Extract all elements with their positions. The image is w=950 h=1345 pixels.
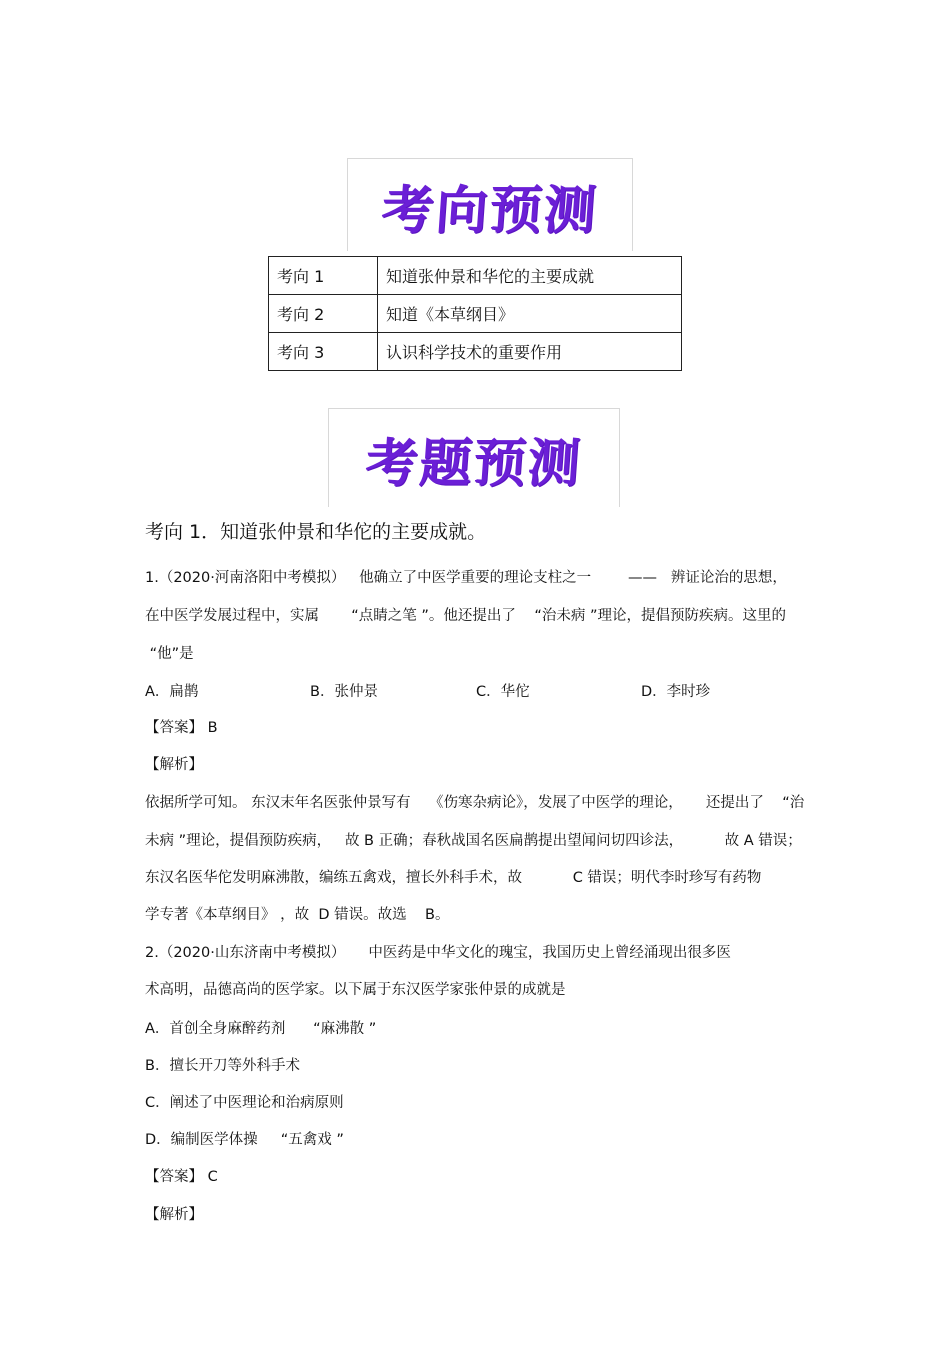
table-cell-label: 考向 2 (269, 295, 378, 333)
kaoti-yuce-banner (328, 408, 620, 507)
q1-stem-line-3: “他”是 (145, 646, 194, 662)
table-row (269, 257, 682, 295)
q1-option-c: C．华佗 (476, 684, 530, 700)
q1-analysis-line-1: 依据所学可知。 东汉末年名医张仲景写有 《伤寒杂病论》，发展了中医学的理论， 还提出了 “治 (145, 795, 805, 811)
exam-direction-table (268, 256, 682, 371)
q1-option-a: A．扁鹊 (145, 684, 199, 700)
kaoxiang-yuce-banner (347, 158, 633, 251)
q2-option-b: B．擅长开刀等外科手术 (145, 1058, 300, 1074)
q2-option-a: A．首创全身麻醉药剂 “麻沸散 ” (145, 1021, 377, 1037)
q1-answer: 【答案】 B (145, 720, 218, 736)
section-title: 考向 1．知道张仲景和华佗的主要成就。 (145, 521, 487, 543)
table-cell-label: 考向 1 (269, 257, 378, 295)
table-cell-label: 考向 3 (269, 333, 378, 371)
q2-stem-line-2: 术高明，品德高尚的医学家。以下属于东汉医学家张仲景的成就是 (145, 982, 566, 998)
banner-title: 考向预测 (379, 180, 600, 241)
q1-stem-line-1: 1.（2020·河南洛阳中考模拟） 他确立了中医学重要的理论支柱之一 —— 辨证论治的思想， (145, 570, 787, 586)
banner-title: 考题预测 (363, 433, 584, 494)
q2-answer: 【答案】 C (145, 1169, 218, 1185)
q2-option-d: D．编制医学体操 “五禽戏 ” (145, 1132, 344, 1148)
q1-analysis-line-3: 东汉名医华佗发明麻沸散，编练五禽戏，擅长外科手术，故 C 错误；明代李时珍写有药物 (145, 870, 762, 886)
table-cell-content: 知道张仲景和华佗的主要成就 (378, 257, 682, 295)
q2-option-c: C．阐述了中医理论和治病原则 (145, 1095, 344, 1111)
q2-analysis-label: 【解析】 (145, 1207, 203, 1223)
table-cell-content: 知道《本草纲目》 (378, 295, 682, 333)
q1-analysis-line-4: 学专著《本草纲目》 ，故 D 错误。故选 B。 (145, 907, 450, 923)
q1-option-b: B．张仲景 (310, 684, 378, 700)
table-cell-content: 认识科学技术的重要作用 (378, 333, 682, 371)
q1-option-d: D．李时珍 (641, 684, 711, 700)
table-row (269, 295, 682, 333)
q2-stem-line-1: 2.（2020·山东济南中考模拟） 中医药是中华文化的瑰宝，我国历史上曾经涌现出很多医 (145, 945, 731, 961)
q1-analysis-label: 【解析】 (145, 757, 203, 773)
q1-analysis-line-2: 未病 ”理论，提倡预防疾病， 故 B 正确；春秋战国名医扁鹊提出望闻问切四诊法， 故 A 错误； (145, 833, 802, 849)
q1-stem-line-2: 在中医学发展过程中，实属 “点睛之笔 ”。他还提出了 “治未病 ”理论，提倡预防疾病。这里的 (145, 608, 786, 624)
table-row (269, 333, 682, 371)
